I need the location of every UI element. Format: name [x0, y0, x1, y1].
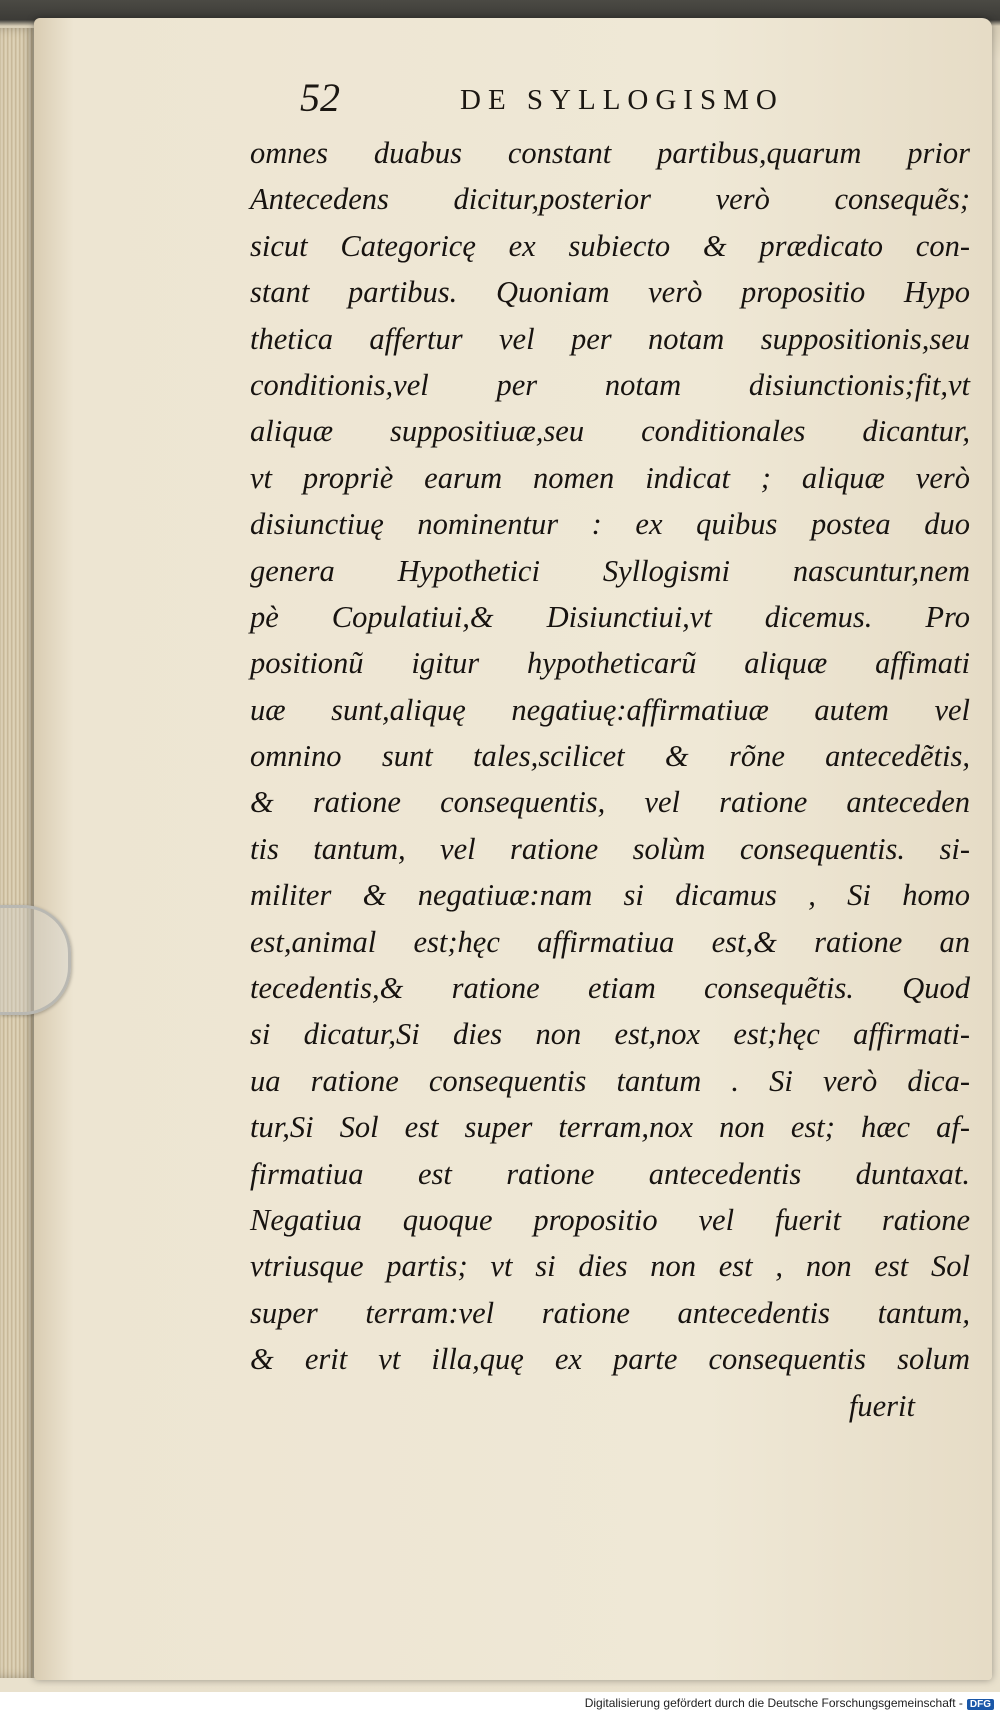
running-head: DE SYLLOGISMO: [460, 84, 784, 116]
text-line: sicut Categoricę ex subiecto & prædicato con-: [250, 228, 970, 263]
text-line: genera Hypothetici Syllogismi nascuntur,nem: [250, 553, 970, 588]
text-line: tecedentis,& ratione etiam consequẽtis. Quod: [250, 971, 970, 1006]
text-line: uæ sunt,aliquę negatiuę:affirmatiuæ autem vel: [250, 692, 970, 727]
body-text: [250, 130, 970, 1429]
text-line: Antecedens dicitur,posterior verò consequẽs;: [250, 182, 970, 217]
text-line: omnes duabus constant partibus,quarum prior: [250, 136, 970, 170]
text-line: vtriusque partis; vt si dies non est , non est Sol: [250, 1249, 970, 1284]
catchword: fuerit: [848, 1388, 915, 1423]
text-line: si dicatur,Si dies non est,nox est;hęc affirmati-: [250, 1017, 970, 1052]
page-header: [290, 70, 850, 130]
text-line: Negatiua quoque propositio vel fuerit ratione: [250, 1202, 970, 1237]
text-line: militer & negatiuæ:nam si dicamus , Si homo: [250, 878, 970, 913]
text-line: positionũ igitur hypotheticarũ aliquæ affimati: [250, 646, 970, 681]
page-number: 52: [300, 75, 340, 120]
text-line: tis tantum, vel ratione solùm consequentis. si-: [250, 831, 970, 866]
text-line: omnino sunt tales,scilicet & rõne antecedẽtis,: [250, 739, 970, 774]
text-line: & ratione consequentis, vel ratione anteceden: [250, 785, 970, 820]
dfg-logo: DFG: [967, 1699, 994, 1710]
text-line: super terram:vel ratione antecedentis tantum,: [250, 1295, 970, 1330]
credit-text: Digitalisierung gefördert durch die Deutsche Forschungsgemeinschaft -: [584, 1696, 963, 1710]
text-line: conditionis,vel per notam disiunctionis;fit,vt: [250, 367, 970, 402]
digitization-credit: [585, 1696, 994, 1710]
text-line: aliquæ suppositiuæ,seu conditionales dicantur,: [250, 414, 970, 449]
text-line: & erit vt illa,quę ex parte consequentis solum: [250, 1342, 970, 1377]
text-line: thetica affertur vel per notam suppositionis,seu: [250, 321, 970, 356]
page-edge-stack: [0, 28, 36, 1678]
text-line: vt propriè earum nomen indicat ; aliquæ verò: [250, 460, 970, 495]
text-line: est,animal est;hęc affirmatiua est,& ratione an: [250, 924, 970, 959]
text-line: pè Copulatiui,& Disiunctiui,vt dicemus. Pro: [250, 599, 970, 634]
text-line: firmatiua est ratione antecedentis duntaxat.: [250, 1156, 970, 1191]
text-line: tur,Si Sol est super terram,nox non est; hæc af-: [250, 1110, 970, 1145]
text-line: stant partibus. Quoniam verò propositio Hypo: [250, 275, 970, 310]
text-line: disiunctiuę nominentur : ex quibus postea duo: [250, 507, 970, 542]
text-line: ua ratione consequentis tantum . Si verò dica-: [250, 1063, 970, 1098]
